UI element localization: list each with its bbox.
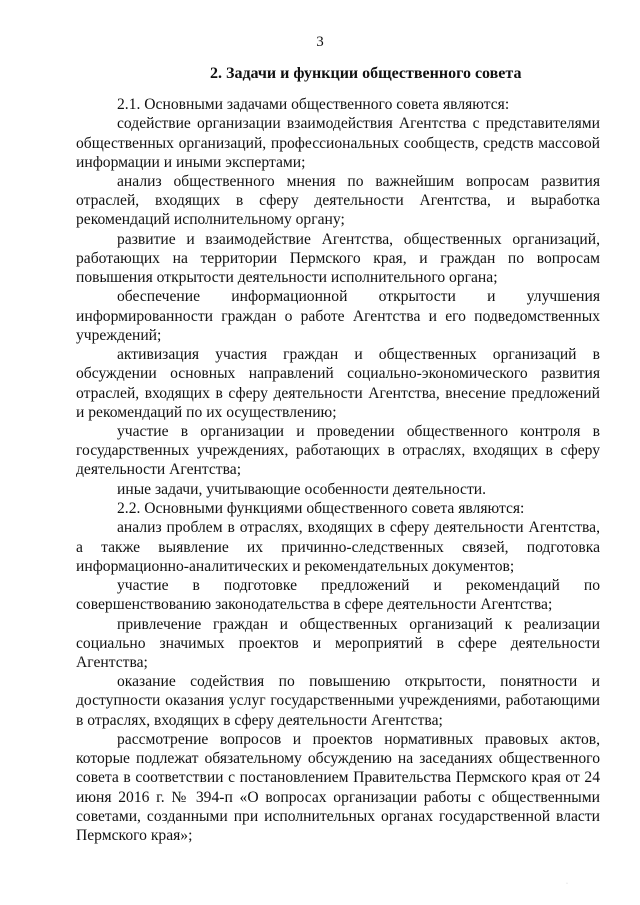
paragraph-task-7: иные задачи, учитывающие особенности деятельности. xyxy=(117,480,487,498)
paragraph-function-3: привлечение граждан и общественных организаций к реализации социально значимых проектов и мероприятий в сфере деятельности Агентства; xyxy=(76,615,600,671)
paragraph-function-2: участие в подготовке предложений и рекомендаций по совершенствованию законодательства в сфере деятельности Агентства; xyxy=(76,577,600,614)
paragraph-task-6: участие в организации и проведении общественного контроля в государственных учреждениях, работающих в отраслях, входящих в сферу деятельности Агентства; xyxy=(76,423,600,479)
paragraph-task-2: анализ общественного мнения по важнейшим вопросам развития отраслей, входящих в сферу деятельности Агентства, и выработка рекомендаций исполнительному органу; xyxy=(76,173,600,229)
page-number: 3 xyxy=(316,34,324,50)
document-body xyxy=(76,95,600,845)
scan-dot-mark: · xyxy=(566,881,568,887)
paragraph-task-5: активизация участия граждан и общественных организаций в обсуждении основных направлений социально-экономического развития отраслей, входящих в сферу деятельности Агентства, внесение предложений и рекомендаций по их осуществлению; xyxy=(76,346,600,421)
paragraph-task-4: обеспечение информационной открытости и улучшения информированности граждан о работе Агентства и его подведомственных учреждений; xyxy=(76,288,600,344)
paragraph-function-1: анализ проблем в отраслях, входящих в сферу деятельности Агентства, а также выявление их причинно-следственных связей, подготовка информационно-аналитических и рекомендательных документов; xyxy=(76,519,600,575)
paragraph-task-3: развитие и взаимодействие Агентства, общественных организаций, работающих на территории Пермского края, и граждан по вопросам повышения открытости деятельности исполнительного органа; xyxy=(76,230,600,287)
paragraph-functions-intro: 2.2. Основными функциями общественного совета являются: xyxy=(117,500,525,518)
paragraph-task-1: содействие организации взаимодействия Агентства с представителями общественных организаций, профессиональных сообществ, средств массовой информации и иными экспертами; xyxy=(76,115,600,171)
section-title: 2. Задачи и функции общественного совета xyxy=(210,65,522,82)
paragraph-function-4: оказание содействия по повышению открытости, понятности и доступности оказания услуг государственными учреждениями, работающими в отраслях, входящих в сферу деятельности Агентства; xyxy=(76,673,600,729)
paragraph-tasks-intro: 2.1. Основными задачами общественного совета являются: xyxy=(117,96,510,113)
paragraph-function-5: рассмотрение вопросов и проектов нормативных правовых актов, которые подлежат обязательному обсуждению на заседаниях общественного совета в соответствии с постановлением Правительства Пермского края от 24 июня 2016 г. № 394-п «О вопросах организации работы с общественными советами, созданными при исполнительных органах государственной власти Пермского края»; xyxy=(76,730,600,844)
